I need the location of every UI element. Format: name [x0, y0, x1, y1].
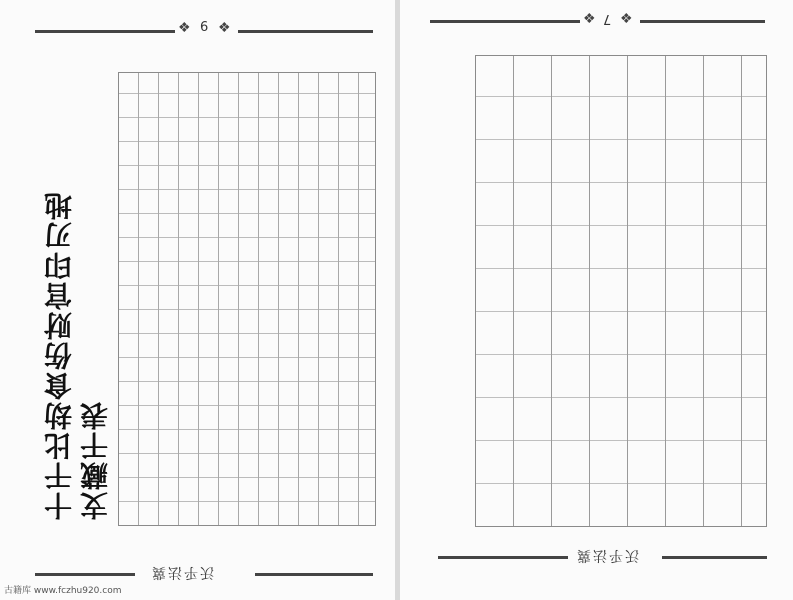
stem-branch-table: [118, 72, 376, 526]
footer-text: 沃乎法冀: [575, 547, 639, 563]
ornament-icon: ❖: [583, 11, 596, 27]
header-rule-right: [640, 20, 765, 23]
left-page: [0, 0, 395, 600]
ornament-icon: ❖: [218, 20, 231, 36]
footer-rule-right: [662, 556, 767, 559]
header-rule-right: [238, 30, 373, 33]
footer-text: 沃乎法冀: [150, 564, 214, 580]
footer-rule-left: [35, 573, 135, 576]
footer-rule-left: [438, 556, 568, 559]
ornament-icon: ❖: [620, 11, 633, 27]
ornament-icon: ❖: [178, 20, 191, 36]
site-watermark: 古籍库 www.fczhu920.com: [4, 586, 122, 596]
page-title: 十干比劫食伤财官印刃地支藏干表: [43, 190, 112, 520]
header-rule-left: [35, 30, 175, 33]
header-rule-left: [430, 20, 580, 23]
right-page: [400, 0, 793, 600]
page-number-right: 7: [603, 11, 612, 26]
page-number-left: 6: [200, 20, 209, 35]
ten-gods-table: [475, 55, 767, 527]
footer-rule-right: [255, 573, 373, 576]
